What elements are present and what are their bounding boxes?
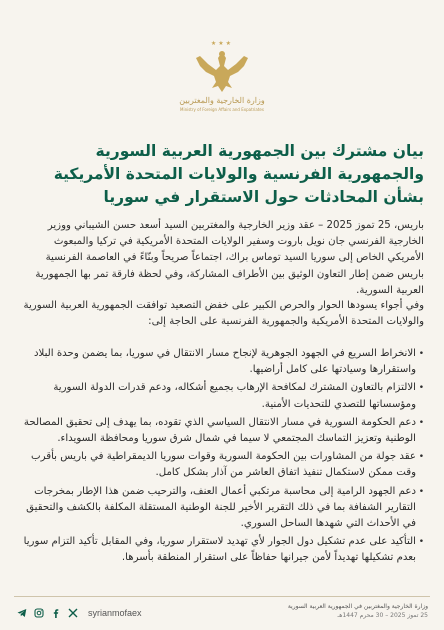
footer-date: 25 تموز 2025 – 30 محرم 1447هـ [337,612,428,619]
telegram-icon[interactable] [16,607,28,619]
paragraph-agreement: وفي أجواء يسودها الحوار والحرص الكبير على خفض التصعيد توافقت الجمهورية العربية السورية والولايات المتحدة الأمريكية والجمهورية الفرنسية على الحاجة إلى: [23,300,424,328]
eagle-icon [194,46,250,96]
facebook-icon[interactable] [50,607,62,619]
list-item: • الالتزام بالتعاون المشترك لمكافحة الإرهاب بجميع أشكاله، ودعم قدرات الدولة السورية ومؤسساتها للتصدي للتحديات الأمنية. [20,380,424,412]
list-item: • عقد جولة من المشاورات بين الحكومة السورية وقوات سوريا الديمقراطية في باريس بأقرب وقت ممكن لاستكمال تنفيذ اتفاق العاشر من آذار بشكل كامل. [20,449,424,481]
x-icon[interactable] [67,607,79,619]
social-handle[interactable]: syrianmofaex [88,608,142,618]
footer-divider [14,596,430,597]
footer-org [278,602,428,620]
list-item: • التأكيد على عدم تشكيل دول الجوار لأي تهديد لاستقرار سوريا، وفي المقابل تأكيد التزام سوريا بعدم تشكيلها تهديداً لأمن جيرانها حفاظاً على استقرار المنطقة بأسرها. [20,534,424,566]
eagle-emblem [182,40,262,94]
agreement-list [20,346,424,569]
stars-icon: ★★★ [210,40,234,47]
paragraph-intro: باريس، 25 تموز 2025 – عقد وزير الخارجية والمغتربين السيد أسعد حسن الشيباني ووزير الخارجية الفرنسي جان نويل باروت وسفير الولايات المتحدة الأمريكية في تركيا والمبعوث الأمريكي الخاص إلى سوريا السيد توماس براك، اجتماعاً صريحاً وبنّاءً في العاصمة الفرنسية باريس ضمن إطار التعاون الوثيق بين الأطراف المشاركة، وفي لحظة فارقة تمر بها الجمهورية العربية السورية. [35,220,424,296]
logo-subtext: Ministry of Foreign Affairs and Expatriates [180,107,264,112]
logo-text: وزارة الخارجية والمغتربين [179,96,265,105]
list-item: • دعم الحكومة السورية في مسار الانتقال السياسي الذي تقوده، بما يهدف إلى تحقيق المصالحة الوطنية وتعزيز التماسك المجتمعي لا سيما في شمال شرق سوريا ومحافظة السويداء. [20,415,424,447]
instagram-icon[interactable] [33,607,45,619]
social-links [16,604,142,622]
list-item: • الانخراط السريع في الجهود الجوهرية لإنجاح مسار الانتقال في سوريا، بما يضمن وحدة البلاد واستقرارها وسيادتها على كامل أراضيها. [20,346,424,378]
footer-org-name: وزارة الخارجية والمغتربين في الجمهورية العربية السورية [287,603,428,610]
list-item: • دعم الجهود الرامية إلى محاسبة مرتكبي أعمال العنف، والترحيب ضمن هذا الإطار بمخرجات التقارير الشفافة بما في ذلك التقرير الأخير للجنة الوطنية المستقلة المكلفة بالكشف والتحقيق في الأحداث التي شهدها الساحل السوري. [20,484,424,533]
statement-headline: بيان مشترك بين الجمهورية العربية السورية والجمهورية الفرنسية والولايات المتحدة الأمريكية بشأن المحادثات حول الاستقرار في سوريا [53,142,424,206]
